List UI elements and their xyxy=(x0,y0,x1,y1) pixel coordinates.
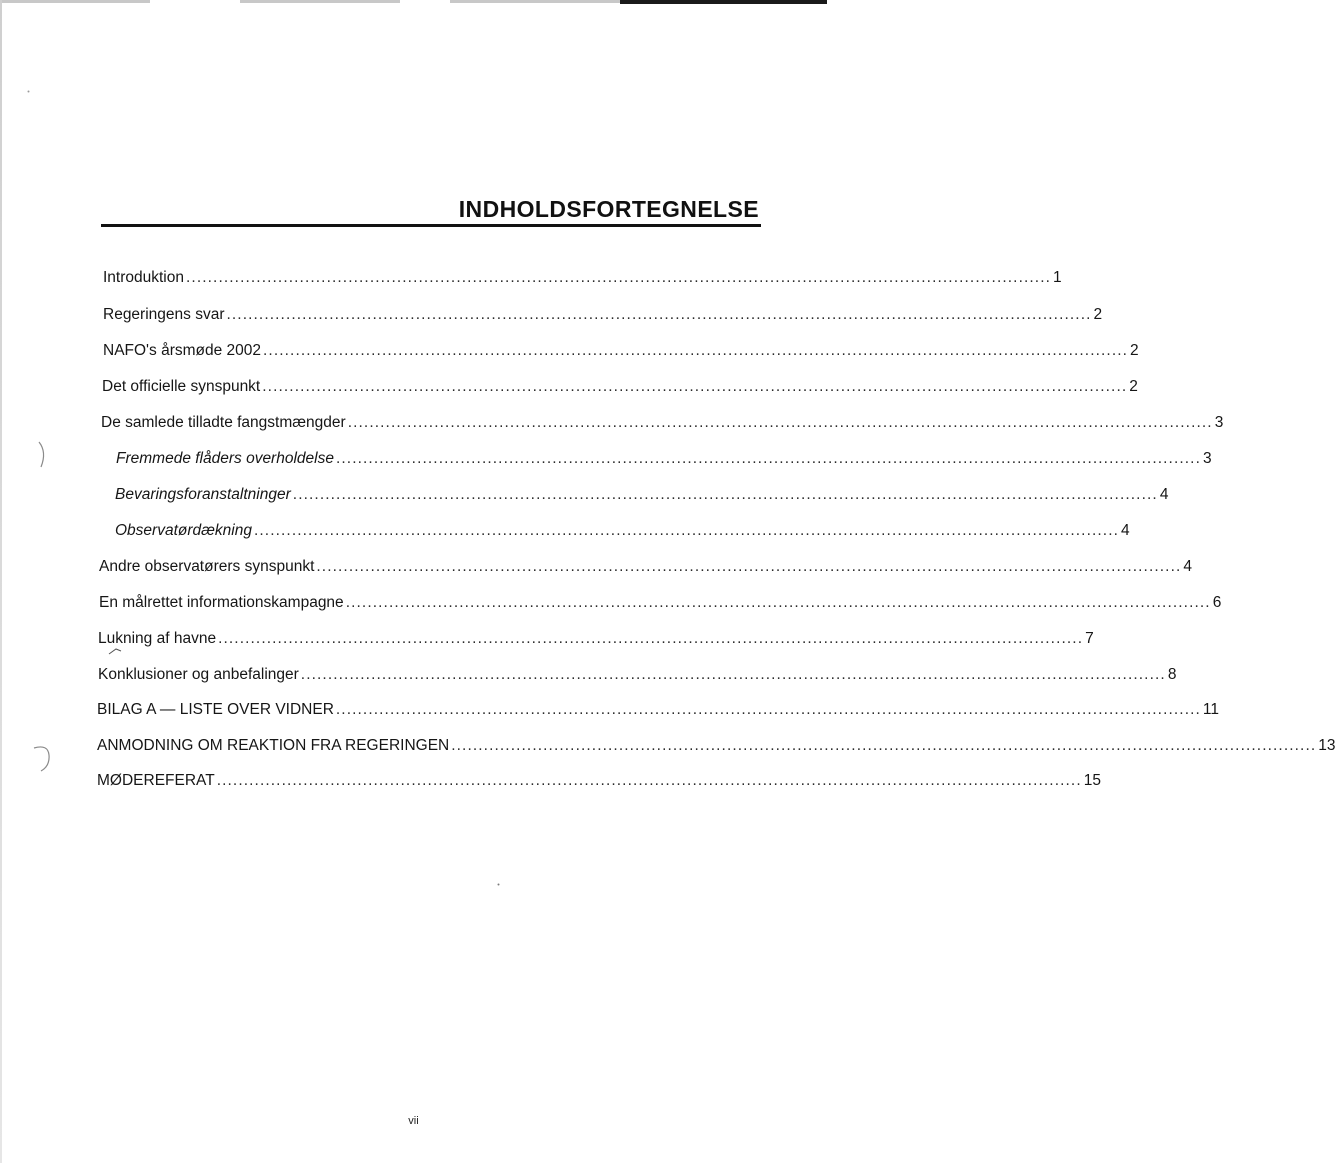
toc-entry-introduktion[interactable] xyxy=(103,268,1062,288)
dot-leader: ................................................................................................................................................................ xyxy=(300,666,1166,683)
toc-entry-label: Observatørdækning xyxy=(115,522,252,539)
toc-entry-label: Fremmede flåders overholdelse xyxy=(116,450,334,467)
toc-entry-bilag-a[interactable] xyxy=(97,700,1220,720)
toc-entry-andre-observatorer[interactable] xyxy=(99,557,1193,577)
toc-entry-label: Introduktion xyxy=(103,269,184,286)
toc-entry-label: Det officielle synspunkt xyxy=(102,378,261,395)
toc-entry-label: Lukning af havne xyxy=(98,630,217,647)
toc-entry-label: Andre observatørers synspunkt xyxy=(99,558,315,575)
scan-dot-mark xyxy=(27,90,30,93)
toc-entry-fremmede-flaaders[interactable] xyxy=(116,449,1212,469)
toc-entry-moedereferat[interactable] xyxy=(97,771,1101,791)
toc-entry-label: En målrettet informationskampagne xyxy=(99,594,344,611)
toc-entry-label: De samlede tilladte fangstmængder xyxy=(101,414,346,431)
toc-entry-lukning-af-havne[interactable] xyxy=(98,629,1094,649)
dot-leader: ................................................................................................................................................................ xyxy=(347,414,1213,431)
dot-leader: ................................................................................................................................................................ xyxy=(216,772,1082,789)
toc-entry-label: ANMODNING OM REAKTION FRA REGERINGEN xyxy=(97,737,450,754)
toc-entry-page: 2 xyxy=(1093,306,1103,323)
dot-leader: ................................................................................................................................................................ xyxy=(451,737,1317,754)
toc-entry-bevaringsforanstaltninger[interactable] xyxy=(115,485,1169,505)
dot-leader: ................................................................................................................................................................ xyxy=(335,701,1201,718)
toc-entry-label: Regeringens svar xyxy=(103,306,225,323)
toc-entry-page: 4 xyxy=(1159,486,1169,503)
dot-leader: ................................................................................................................................................................ xyxy=(186,269,1052,286)
toc-entry-page: 2 xyxy=(1129,378,1138,395)
toc-entry-page: 2 xyxy=(1130,342,1139,359)
toc-entry-label: NAFO's årsmøde 2002 xyxy=(103,342,262,359)
toc-entry-label: BILAG A — LISTE OVER VIDNER xyxy=(97,701,334,718)
toc-entry-nafo-aarsmoede[interactable] xyxy=(103,341,1139,361)
toc-entry-page: 7 xyxy=(1085,630,1094,647)
dot-leader: ................................................................................................................................................................ xyxy=(253,522,1120,539)
toc-entry-page: 6 xyxy=(1212,594,1222,611)
scan-speck-mark xyxy=(36,440,50,470)
scan-left-edge xyxy=(0,0,2,1163)
toc-entry-tilladte-fangstmaengder[interactable] xyxy=(101,413,1224,433)
toc-entry-page: 3 xyxy=(1214,414,1224,431)
document-title: INDHOLDSFORTEGNELSE xyxy=(458,196,759,222)
scan-dot-mark xyxy=(497,883,500,886)
title-rule xyxy=(101,224,761,227)
toc-entry-label: Bevaringsforanstaltninger xyxy=(115,486,291,503)
toc-entry-konklusioner[interactable] xyxy=(98,665,1177,685)
toc-entry-page: 1 xyxy=(1053,269,1062,286)
scan-speck-mark xyxy=(32,744,54,774)
dot-leader: ................................................................................................................................................................ xyxy=(263,342,1129,359)
toc-entry-regeringens-svar[interactable] xyxy=(103,305,1103,325)
toc-entry-label: Konklusioner og anbefalinger xyxy=(98,666,299,683)
toc-entry-label: MØDEREFERAT xyxy=(97,772,215,789)
toc-entry-page: 13 xyxy=(1318,737,1336,754)
dot-leader: ................................................................................................................................................................ xyxy=(335,450,1201,467)
toc-entry-page: 11 xyxy=(1202,701,1220,718)
toc-entry-anmodning[interactable] xyxy=(97,736,1336,756)
toc-entry-observatordaekning[interactable] xyxy=(115,521,1130,541)
toc-entry-page: 4 xyxy=(1183,558,1193,575)
toc-entry-page: 15 xyxy=(1083,772,1101,789)
scan-edge-artifact xyxy=(0,0,827,6)
dot-leader: ................................................................................................................................................................ xyxy=(262,378,1128,395)
toc-entry-page: 8 xyxy=(1167,666,1177,683)
toc-entry-informationskampagne[interactable] xyxy=(99,593,1222,613)
toc-entry-page: 3 xyxy=(1203,450,1212,467)
dot-leader: ................................................................................................................................................................ xyxy=(292,486,1158,503)
toc-entry-page: 4 xyxy=(1121,522,1130,539)
dot-leader: ................................................................................................................................................................ xyxy=(218,630,1084,647)
dot-leader: ................................................................................................................................................................ xyxy=(316,558,1182,575)
dot-leader: ................................................................................................................................................................ xyxy=(226,306,1092,323)
dot-leader: ................................................................................................................................................................ xyxy=(345,594,1211,611)
toc-entry-officielle-synspunkt[interactable] xyxy=(102,377,1138,397)
page-number: vii xyxy=(408,1115,419,1127)
